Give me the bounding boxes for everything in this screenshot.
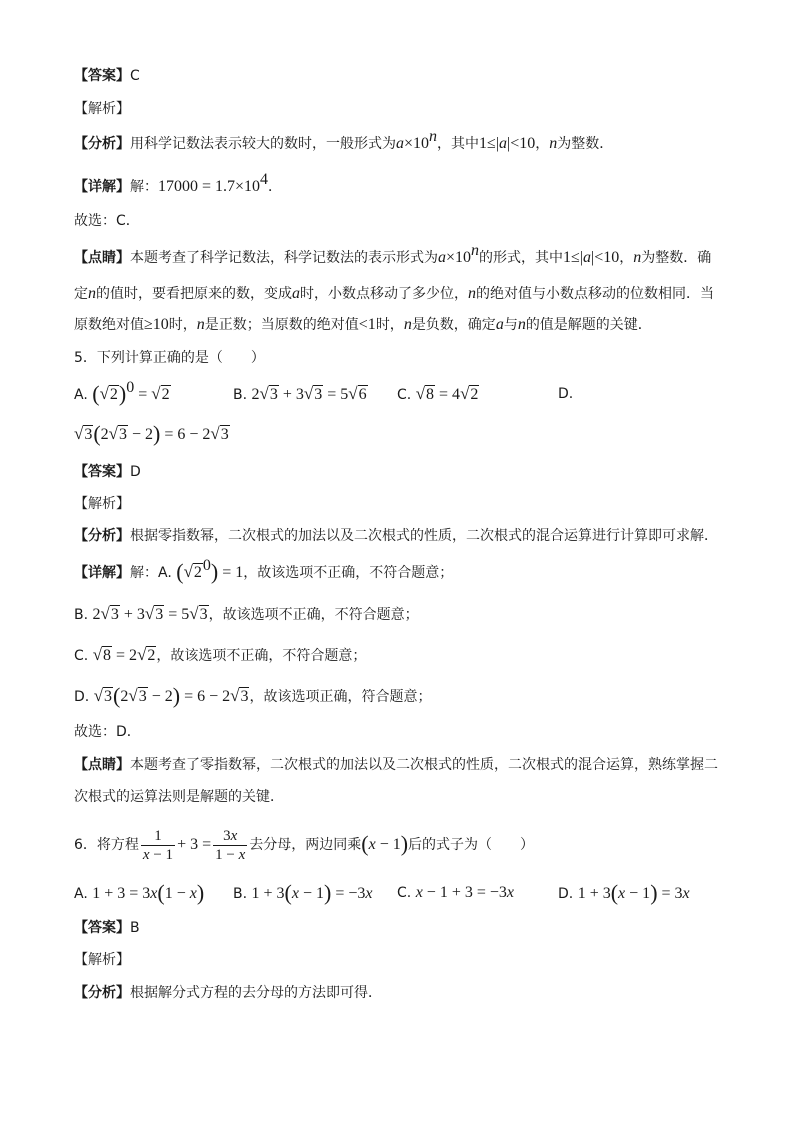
text: ，故该选项不正确，不符合题意； bbox=[243, 565, 454, 581]
option-letter: B. bbox=[233, 886, 248, 902]
q6-option-b: B. 1 + 3(x − 1) = −3x bbox=[233, 880, 373, 905]
text: 的值时，要看把原来的数，变成 bbox=[96, 286, 292, 302]
q5-guxuan: 故选：D． bbox=[74, 724, 141, 740]
q5-detail-d: D. √3(2√3 − 2) = 6 − 2√3，故该选项正确，符合题意； bbox=[74, 683, 432, 708]
fenxi-text: 根据解分式方程的去分母的方法即可得． bbox=[130, 985, 382, 1001]
dianjing-text: 的形式，其中 bbox=[479, 250, 564, 266]
q5-option-d bbox=[558, 384, 573, 404]
fenxi-text: ， bbox=[535, 136, 550, 152]
q6-answer bbox=[74, 918, 140, 938]
answer-value: B bbox=[130, 920, 140, 936]
answer-label: 【答案】 bbox=[74, 68, 130, 84]
q4-dianjing-3: 原数绝对值≥10时，n是正数；当原数的绝对值<1时，n是负数，确定a与n的值是解题的关键． bbox=[74, 316, 652, 333]
option-letter: C. bbox=[397, 885, 412, 901]
answer-label: 【答案】 bbox=[74, 464, 130, 480]
fenxi-text: 为整数． bbox=[557, 136, 614, 152]
q5-jiexi: 【解析】 bbox=[74, 496, 130, 512]
q5-option-b: B. 2√3 + 3√3 = 5√6 bbox=[233, 384, 367, 403]
text: 是正数；当原数的绝对值 bbox=[204, 317, 359, 333]
xiangjie-label: 【详解】 bbox=[74, 179, 130, 195]
text: 是负数，确定 bbox=[411, 317, 496, 333]
q5-answer bbox=[74, 462, 141, 482]
text: 时， bbox=[168, 317, 197, 333]
text: 与 bbox=[503, 317, 518, 333]
fenxi-text: ，其中 bbox=[437, 136, 480, 152]
dianjing-text: ， bbox=[619, 250, 634, 266]
option-letter: A. bbox=[74, 886, 88, 902]
text: 后的式子为（ ） bbox=[408, 837, 535, 853]
q5-fenxi bbox=[74, 526, 718, 546]
text: 时，小数点移动了多少位， bbox=[300, 286, 468, 302]
q4-jiexi: 【解析】 bbox=[74, 101, 130, 117]
q4-xiangjie: 【详解】解：$17000 = 1.7\times 10^4$． bbox=[74, 171, 283, 195]
q6-option-c: C. x − 1 + 3 = −3x bbox=[397, 884, 514, 901]
xiangjie-text: 解：A. bbox=[130, 565, 172, 581]
q5-stem: 5．下列计算正确的是（ ） bbox=[74, 350, 265, 366]
q6-option-d: D. 1 + 3(x − 1) = 3x bbox=[558, 880, 690, 905]
q5-dianjing-1 bbox=[74, 755, 718, 775]
dianjing-text: 本题考查了科学记数法，科学记数法的表示形式为 bbox=[130, 250, 438, 266]
q4-dianjing-2: 定n的值时，要看把原来的数，变成a时，小数点移动了多少位，n的绝对值与小数点移动的位数相同．当 bbox=[74, 285, 714, 302]
answer-label: 【答案】 bbox=[74, 920, 130, 936]
option-letter: D. bbox=[558, 386, 574, 402]
text: 的绝对值与小数点移动的位数相同．当 bbox=[476, 286, 714, 302]
text: 6．将方程 bbox=[74, 837, 139, 853]
answer-value: D bbox=[130, 464, 141, 480]
fenxi-text: 用科学记数法表示较大的数时，一般形式为 bbox=[130, 136, 396, 152]
q5-option-c: C. √8 = 4√2 bbox=[397, 384, 479, 403]
text: ，故该选项不正确，不符合题意； bbox=[156, 648, 367, 664]
text: ，故该选项不正确，不符合题意； bbox=[208, 607, 419, 623]
option-letter: A. bbox=[74, 387, 88, 403]
fenxi-label: 【分析】 bbox=[74, 136, 130, 152]
fenxi-label: 【分析】 bbox=[74, 985, 130, 1001]
q4-guxuan: 故选：C． bbox=[74, 213, 140, 229]
q4-answer bbox=[74, 66, 140, 86]
answer-value: C bbox=[130, 68, 140, 84]
dianjing-text: 本题考查了零指数幂，二次根式的加法以及二次根式的性质，二次根式的混合运算，熟练掌握二 bbox=[130, 757, 718, 773]
q6-option-a: A. 1 + 3 = 3x(1 − x) bbox=[74, 880, 205, 905]
text: ，故该选项正确，符合题意； bbox=[249, 689, 432, 705]
text: 去分母，两边同乘 bbox=[249, 837, 362, 853]
dianjing-label: 【点睛】 bbox=[74, 250, 130, 266]
text: 原数绝对值 bbox=[74, 317, 144, 333]
option-letter: C. bbox=[397, 387, 412, 403]
q6-stem: 6．将方程 $\frac{1}{x - 1}$ + 3 = $\frac{3x}{1 - x}$ 去分母，两边同乘(x − 1)后的式子为（ ） bbox=[74, 827, 535, 863]
q4-fenxi: 【分析】用科学记数法表示较大的数时，一般形式为$a\times 10^n$，其中1≤|a|<10，n为整数． bbox=[74, 128, 614, 152]
xiangjie-label: 【详解】 bbox=[74, 565, 130, 581]
xiangjie-text: 解： bbox=[130, 179, 158, 195]
fenxi-text: 根据零指数幂，二次根式的加法以及二次根式的性质，二次根式的混合运算进行计算即可求解． bbox=[130, 528, 718, 544]
text: 定 bbox=[74, 286, 88, 302]
q5-option-a: A. $(√2)^0 = √2$ bbox=[74, 379, 170, 406]
option-letter: D. bbox=[558, 886, 574, 902]
q5-detail-c: C. √8 = 2√2，故该选项不正确，不符合题意； bbox=[74, 645, 367, 664]
dianjing-label: 【点睛】 bbox=[74, 757, 130, 773]
text: 的值是解题的关键． bbox=[525, 317, 652, 333]
q5-detail-b: B. 2√3 + 3√3 = 5√3，故该选项不正确，不符合题意； bbox=[74, 604, 419, 623]
q6-jiexi: 【解析】 bbox=[74, 952, 130, 968]
q5-dianjing-2: 次根式的运算法则是解题的关键． bbox=[74, 789, 284, 805]
text: 时， bbox=[375, 317, 404, 333]
q6-fenxi bbox=[74, 983, 382, 1003]
option-letter: B. bbox=[233, 387, 248, 403]
q4-dianjing-1: 【点睛】本题考查了科学记数法，科学记数法的表示形式为$a\times 10^n$的形式，其中1≤|a|<10，n为整数．确 bbox=[74, 242, 712, 266]
dianjing-text: 为整数．确 bbox=[641, 250, 712, 266]
fenxi-label: 【分析】 bbox=[74, 528, 130, 544]
q5-option-d-expr: √3(2√3 − 2) = 6 − 2√3 bbox=[74, 421, 229, 446]
q5-xiangjie: 【详解】解：A. $(√2^0) = 1$，故该选项不正确，不符合题意； bbox=[74, 557, 454, 584]
